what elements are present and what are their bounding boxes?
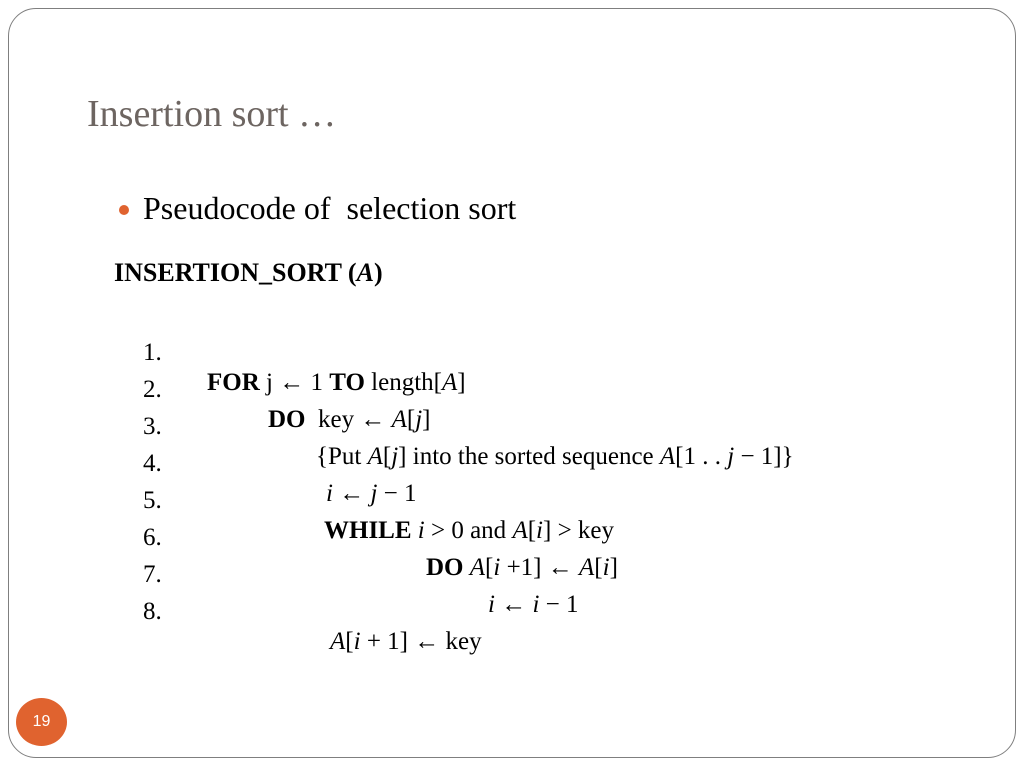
code-text: [: [594, 554, 603, 581]
variable: j: [391, 443, 399, 470]
variable: i: [326, 480, 333, 507]
keyword: FOR: [207, 369, 260, 396]
line-content: [330, 627, 482, 657]
procedure-param: A: [356, 258, 374, 287]
code-text: ] > key: [543, 517, 615, 544]
code-text: [: [406, 406, 416, 433]
line-number: 6.: [143, 524, 162, 551]
variable: A: [469, 554, 486, 581]
variable: A: [659, 443, 676, 470]
code-text: [: [485, 554, 494, 581]
code-text: [: [382, 443, 392, 470]
code-text: [: [527, 517, 537, 544]
code-text: j ← 1: [259, 369, 330, 396]
line-number: 7.: [143, 561, 162, 588]
variable: i: [532, 591, 540, 618]
line-number: 1.: [143, 339, 162, 366]
page-number-badge: 19: [16, 698, 67, 746]
variable: i: [488, 591, 495, 618]
line-number: 5.: [143, 487, 162, 514]
variable: A: [391, 406, 407, 433]
code-text: {Put: [316, 443, 368, 470]
bullet-text: Pseudocode of selection sort: [143, 190, 517, 226]
code-line-8: [0, 567, 1024, 657]
bullet-dot-icon: [119, 205, 129, 215]
procedure-header: [114, 258, 383, 288]
keyword: WHILE: [324, 517, 412, 544]
variable: j: [727, 443, 735, 470]
variable: j: [370, 480, 378, 507]
code-text: key ←: [305, 406, 392, 433]
code-text: ]: [457, 369, 466, 396]
code-text: [1 . .: [675, 443, 728, 470]
line-number: 3.: [143, 413, 162, 440]
line-number: 8.: [143, 598, 162, 625]
variable: A: [579, 554, 595, 581]
code-text: length[: [364, 369, 442, 396]
procedure-close: ): [373, 258, 383, 287]
code-text: [: [345, 628, 354, 655]
keyword: DO: [268, 406, 306, 433]
variable: i: [417, 517, 425, 544]
slide-title: Insertion sort …: [87, 93, 337, 135]
code-text: − 1]}: [734, 443, 794, 470]
keyword: DO: [426, 554, 464, 581]
variable: i: [353, 628, 361, 655]
line-number: 4.: [143, 450, 162, 477]
line-number: 2.: [143, 376, 162, 403]
procedure-name: INSERTION_SORT (: [114, 258, 357, 287]
variable: j: [415, 406, 423, 433]
code-text: ]: [422, 406, 431, 433]
variable: A: [441, 369, 458, 396]
variable: i: [493, 554, 501, 581]
code-text: − 1: [539, 591, 579, 618]
variable: i: [536, 517, 543, 544]
code-text: + 1] ← key: [360, 628, 482, 655]
code-text: − 1: [377, 480, 417, 507]
code-text: ]: [609, 554, 618, 581]
code-text: +1] ←: [500, 554, 579, 581]
variable: A: [330, 628, 346, 655]
variable: i: [602, 554, 610, 581]
code-text: ←: [494, 591, 533, 618]
variable: A: [512, 517, 528, 544]
code-text: ←: [332, 480, 371, 507]
code-text: ] into the sorted sequence: [398, 443, 660, 470]
keyword: TO: [329, 369, 365, 396]
variable: A: [367, 443, 383, 470]
code-text: > 0 and: [424, 517, 513, 544]
